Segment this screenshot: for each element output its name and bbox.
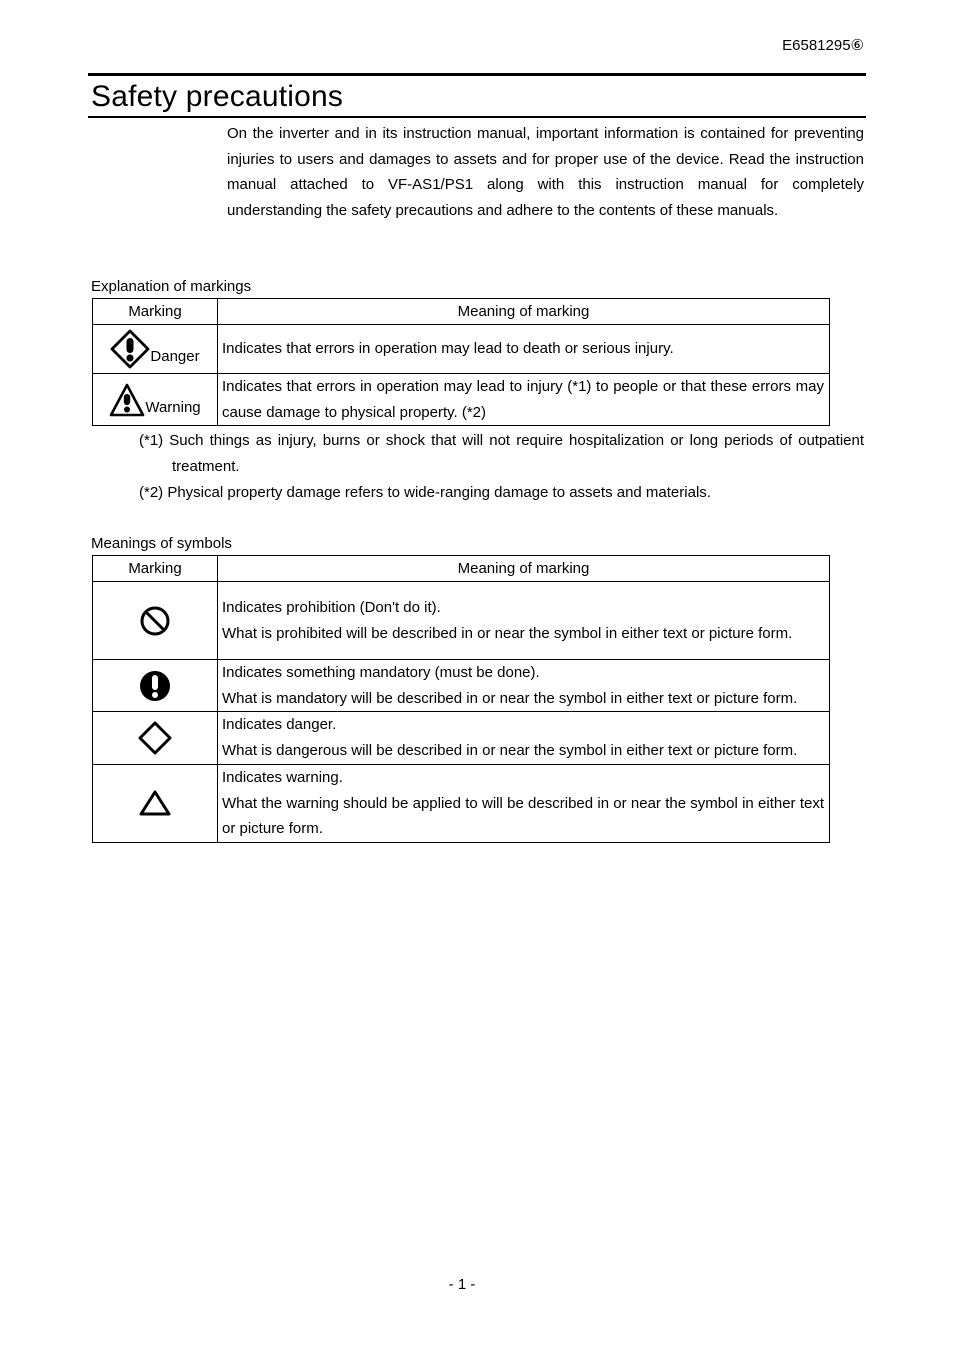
danger-diamond-exclamation-icon	[110, 329, 150, 369]
title-bar	[88, 73, 866, 118]
symbol-cell	[93, 582, 218, 660]
footnote-2: (*2) Physical property damage refers to wide-ranging damage to assets and materials.	[139, 484, 711, 501]
symbol-meaning-line-1: Indicates something mandatory (must be done).	[222, 664, 540, 681]
warning-triangle-exclamation-icon	[109, 382, 145, 418]
column-header-marking: Marking	[93, 299, 218, 325]
symbol-meaning-line-2: What is dangerous will be described in or near the symbol in either text or picture form.	[222, 742, 798, 760]
table-row	[93, 374, 830, 426]
table-row	[93, 764, 830, 842]
table-header-row	[93, 556, 830, 582]
table-row	[93, 325, 830, 374]
table-row	[93, 712, 830, 764]
table-row	[93, 582, 830, 660]
warning-triangle-icon	[139, 789, 171, 817]
symbols-section-label: Meanings of symbols	[91, 535, 232, 552]
symbol-meaning	[218, 582, 830, 660]
page-title: Safety precautions	[91, 80, 344, 113]
symbol-meaning	[218, 660, 830, 712]
symbol-meaning-line-1: Indicates warning.	[222, 768, 343, 786]
markings-section-label: Explanation of markings	[91, 278, 252, 295]
symbol-meaning-line-2: What is prohibited will be described in or near the symbol in either text or picture form.	[222, 624, 793, 642]
symbol-cell	[93, 660, 218, 712]
warning-meaning: Indicates that errors in operation may lead to injury (*1) to people or that these errors may cause damage to physical property. (*2)	[218, 374, 830, 426]
symbols-table	[92, 555, 830, 843]
document-code: E6581295⑥	[782, 37, 864, 54]
danger-diamond-icon	[138, 721, 172, 755]
page-number: - 1 -	[448, 1276, 476, 1293]
symbol-meaning-line-1: Indicates prohibition (Don't do it).	[222, 598, 441, 616]
symbol-meaning-line-1: Indicates danger.	[222, 716, 337, 734]
warning-marking-cell	[93, 374, 218, 426]
table-row	[93, 660, 830, 712]
markings-table	[92, 298, 830, 426]
prohibition-icon	[139, 605, 171, 637]
mandatory-icon	[139, 670, 171, 702]
symbol-cell	[93, 712, 218, 764]
danger-label: Danger	[150, 347, 200, 365]
footnote-1: (*1) Such things as injury, burns or shock that will not require hospitalization or long periods of outpatient treatment.	[139, 432, 864, 475]
danger-meaning: Indicates that errors in operation may lead to death or serious injury.	[218, 325, 830, 374]
symbol-cell	[93, 764, 218, 842]
footnotes	[139, 428, 864, 506]
column-header-meaning: Meaning of marking	[218, 556, 830, 582]
table-header-row	[93, 299, 830, 325]
warning-label: Warning	[145, 398, 201, 416]
symbol-meaning-line-2: What is mandatory will be described in or near the symbol in either text or picture form.	[222, 689, 798, 707]
symbol-meaning	[218, 712, 830, 764]
danger-marking-cell	[93, 325, 218, 374]
column-header-meaning: Meaning of marking	[218, 299, 830, 325]
intro-paragraph: On the inverter and in its instruction manual, important information is contained for preventing injuries to users and damages to assets and for proper use of the device. Read the instruction manual attached to VF-AS1/PS1 along with this instruction manual for completely understanding the safety precautions and adhere to the contents of these manuals.	[227, 125, 864, 220]
column-header-marking: Marking	[93, 556, 218, 582]
symbol-meaning-line-2: What the warning should be applied to will be described in or near the symbol in either text or picture form.	[222, 794, 824, 838]
symbol-meaning	[218, 764, 830, 842]
